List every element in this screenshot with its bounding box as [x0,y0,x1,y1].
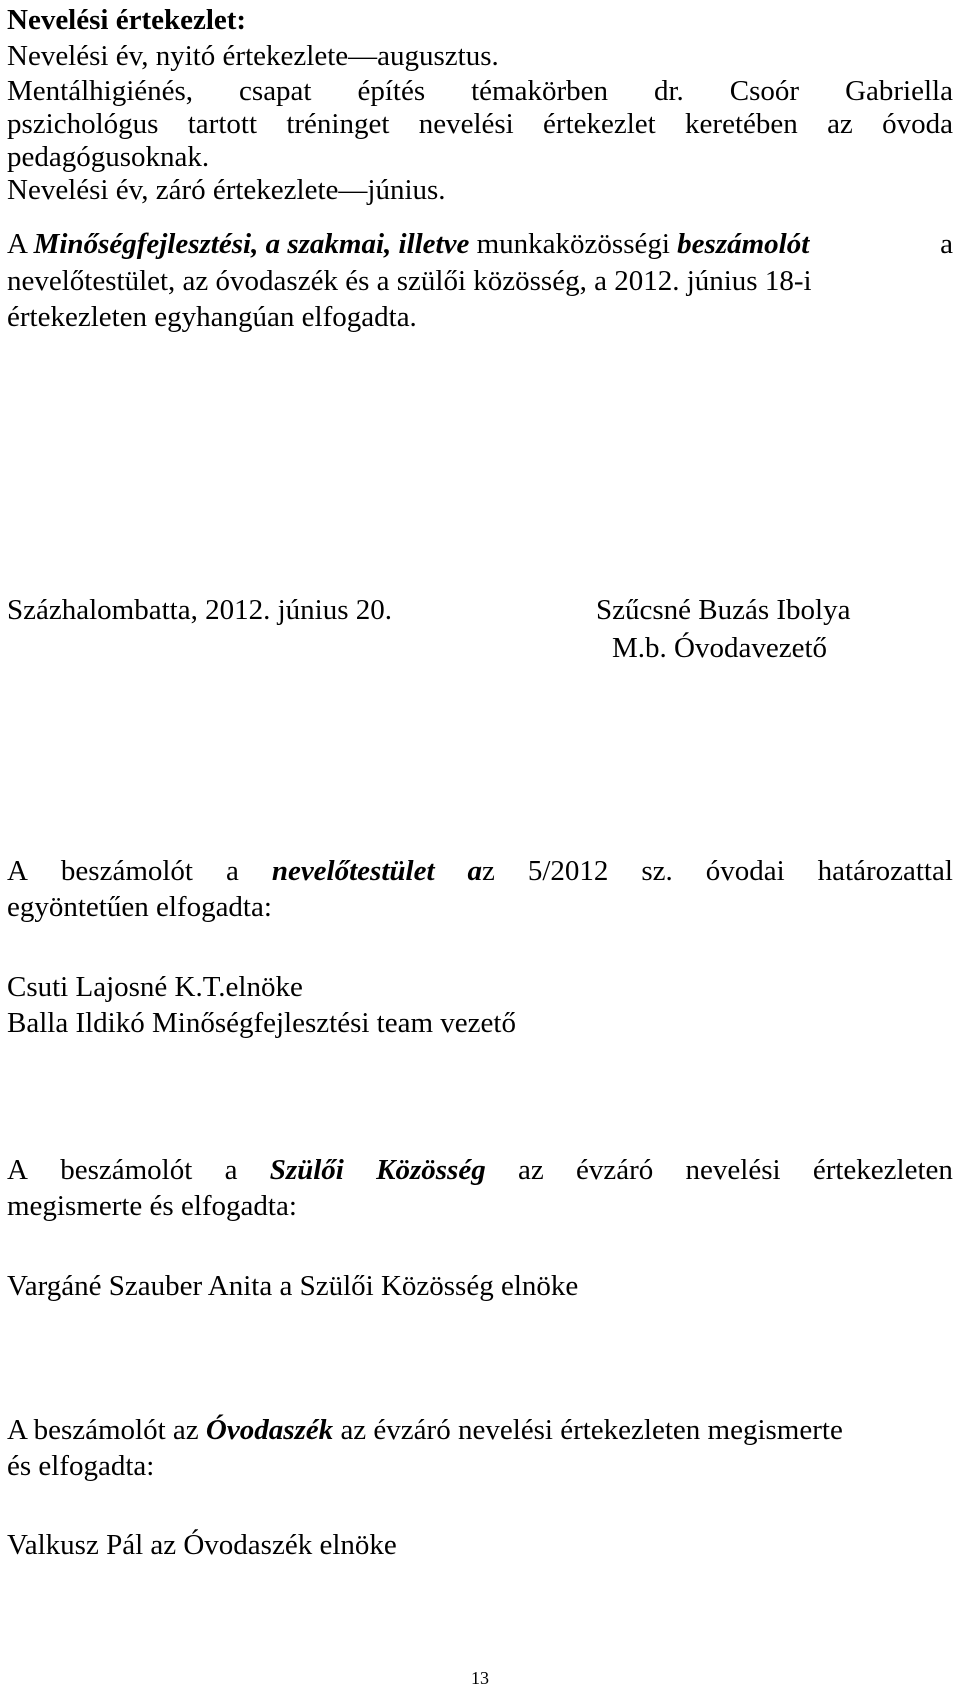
signatory-name: Szűcsné Buzás Ibolya [596,594,851,626]
place-date: Százhalombatta, 2012. június 20. [7,594,392,626]
paragraph-line: egyöntetűen elfogadta: [7,891,272,923]
paragraph-line: pedagógusoknak. [7,141,210,173]
signer-line: Vargáné Szauber Anita a Szülői Közösség elnöke [7,1270,579,1302]
paragraph-line: nevelőtestület, az óvodaszék és a szülői közösség, a 2012. június 18-i [7,265,812,297]
paragraph-line: értekezleten egyhangúan elfogadta. [7,301,417,333]
paragraph-line-justified: A beszámolót a Szülői Közösség az évzáró nevelési értekezleten [7,1154,953,1186]
paragraph-line: és elfogadta: [7,1450,155,1482]
paragraph-line-justified: A beszámolót a nevelőtestület az 5/2012 sz. óvodai határozattal [7,855,953,887]
page-number: 13 [471,1668,489,1688]
signer-line: Balla Ildikó Minőségfejlesztési team vezető [7,1007,516,1039]
paragraph-line-justified: Mentálhigiénés, csapat építés témakörben dr. Csoór Gabriella [7,75,953,107]
paragraph-line: A Minőségfejlesztési, a szakmai, illetve munkaközösségi beszámolót a [7,228,953,260]
paragraph-line: megismerte és elfogadta: [7,1190,297,1222]
section-heading: Nevelési értekezlet: [7,4,247,36]
paragraph-line: A beszámolót az Óvodaszék az évzáró nevelési értekezleten megismerte [7,1414,843,1446]
paragraph-line-justified: pszichológus tartott tréninget nevelési értekezlet keretében az óvoda [7,108,953,140]
paragraph-line: Nevelési év, nyitó értekezlete—augusztus. [7,40,499,72]
signer-line: Valkusz Pál az Óvodaszék elnöke [7,1529,397,1561]
paragraph-line: Nevelési év, záró értekezlete—június. [7,174,446,206]
signer-line: Csuti Lajosné K.T.elnöke [7,971,303,1003]
signatory-title: M.b. Óvodavezető [612,632,828,664]
